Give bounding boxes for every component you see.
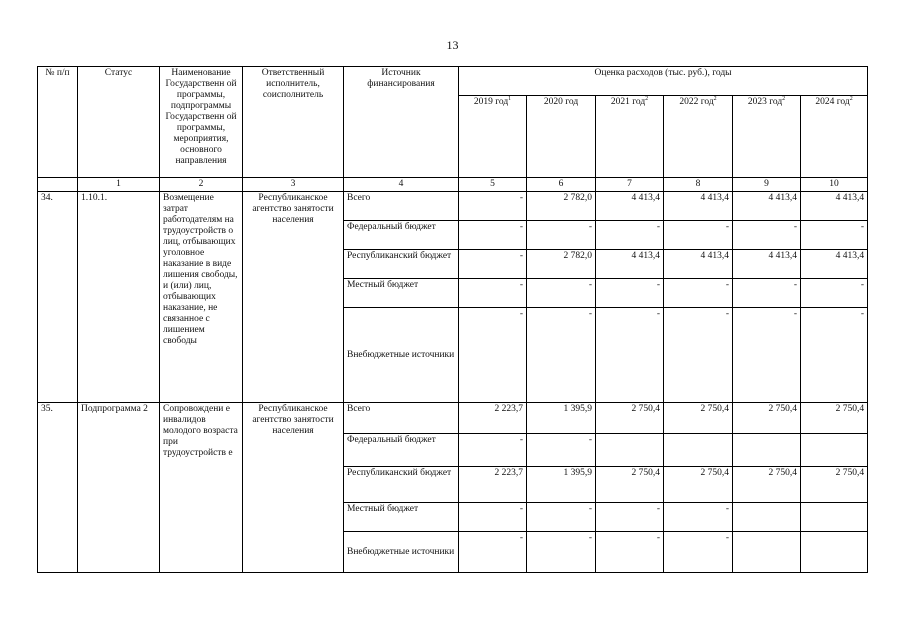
index-cell: 7 — [596, 178, 664, 192]
value-cell: - — [664, 532, 733, 573]
value-cell: 2 223,7 — [459, 403, 527, 434]
value-cell: - — [801, 221, 868, 250]
value-cell: - — [459, 532, 527, 573]
value-cell: 2 750,4 — [801, 467, 868, 503]
row-responsible: Республиканское агентство занятости населения — [243, 403, 344, 573]
header-name: Наименование Государственн ой программы, подпрограммы Государственн ой программы, мероприятия, основного направления — [160, 67, 243, 178]
value-cell: - — [527, 532, 596, 573]
value-cell: - — [459, 221, 527, 250]
page-number: 13 — [446, 38, 459, 52]
value-cell: - — [459, 279, 527, 308]
source-label: Республиканский бюджет — [344, 250, 459, 279]
value-cell: - — [664, 308, 733, 403]
value-cell: - — [733, 308, 801, 403]
value-cell: - — [459, 503, 527, 532]
row-number: 35. — [38, 403, 78, 573]
source-label: Федеральный бюджет — [344, 434, 459, 467]
value-cell: - — [527, 308, 596, 403]
value-cell: 4 413,4 — [801, 192, 868, 221]
index-cell: 1 — [78, 178, 160, 192]
value-cell: 2 782,0 — [527, 192, 596, 221]
row-status: 1.10.1. — [78, 192, 160, 403]
value-cell: - — [596, 308, 664, 403]
header-year-2022: 2022 год$^2$ — [664, 96, 733, 178]
value-cell: 4 413,4 — [733, 192, 801, 221]
value-cell: - — [733, 221, 801, 250]
header-year-2019: 2019 год$^1$ — [459, 96, 527, 178]
source-label: Всего — [344, 403, 459, 434]
value-cell: 2 750,4 — [596, 467, 664, 503]
value-cell: - — [596, 221, 664, 250]
value-cell: 4 413,4 — [664, 192, 733, 221]
value-cell: - — [801, 308, 868, 403]
table-row — [38, 403, 868, 434]
value-cell: - — [596, 503, 664, 532]
value-cell: - — [459, 250, 527, 279]
source-label: Федеральный бюджет — [344, 221, 459, 250]
row-number: 34. — [38, 192, 78, 403]
source-label: Республиканский бюджет — [344, 467, 459, 503]
source-label: Всего — [344, 192, 459, 221]
index-cell: 10 — [801, 178, 868, 192]
value-cell: - — [733, 279, 801, 308]
value-cell: 4 413,4 — [596, 250, 664, 279]
source-label: Местный бюджет — [344, 503, 459, 532]
value-cell: - — [664, 279, 733, 308]
table-row — [38, 192, 868, 221]
row-responsible: Республиканское агентство занятости населения — [243, 192, 344, 403]
value-cell: 2 750,4 — [733, 403, 801, 434]
index-cell: 5 — [459, 178, 527, 192]
value-cell: 4 413,4 — [596, 192, 664, 221]
header-responsible: Ответственный исполнитель, соисполнитель — [243, 67, 344, 178]
header-no: № п/п — [38, 67, 78, 178]
value-cell — [733, 503, 801, 532]
value-cell: - — [664, 503, 733, 532]
value-cell: 4 413,4 — [801, 250, 868, 279]
value-cell — [596, 434, 664, 467]
value-cell: - — [527, 279, 596, 308]
index-cell: 4 — [344, 178, 459, 192]
value-cell: 1 395,9 — [527, 467, 596, 503]
header-year-2024: 2024 год$^2$ — [801, 96, 868, 178]
value-cell: - — [596, 279, 664, 308]
row-name: Возмещение затрат работодателям на трудоустройств о лиц, отбывающих уголовное наказание в виде лишения свободы, и (или) лиц, отбывающих наказание, не связанное с лишением свободы — [160, 192, 243, 403]
value-cell: - — [527, 503, 596, 532]
index-cell: 8 — [664, 178, 733, 192]
header-source: Источник финансирования — [344, 67, 459, 178]
value-cell: 4 413,4 — [733, 250, 801, 279]
value-cell: 2 750,4 — [664, 403, 733, 434]
source-label: Местный бюджет — [344, 279, 459, 308]
header-year-2021: 2021 год$^2$ — [596, 96, 664, 178]
value-cell: - — [801, 279, 868, 308]
row-name: Сопровождени е инвалидов молодого возраста при трудоустройств е — [160, 403, 243, 573]
value-cell — [664, 434, 733, 467]
value-cell — [801, 434, 868, 467]
value-cell: 1 395,9 — [527, 403, 596, 434]
value-cell: 2 750,4 — [596, 403, 664, 434]
index-cell: 6 — [527, 178, 596, 192]
value-cell: 2 223,7 — [459, 467, 527, 503]
value-cell: 2 750,4 — [801, 403, 868, 434]
source-label: Внебюджетные источники — [344, 308, 459, 403]
value-cell: 2 750,4 — [733, 467, 801, 503]
value-cell — [801, 503, 868, 532]
value-cell: - — [459, 308, 527, 403]
value-cell: 2 750,4 — [664, 467, 733, 503]
index-cell: 3 — [243, 178, 344, 192]
index-cell: 2 — [160, 178, 243, 192]
value-cell: - — [527, 221, 596, 250]
header-status: Статус — [78, 67, 160, 178]
header-year-2023: 2023 год$^2$ — [733, 96, 801, 178]
value-cell: 4 413,4 — [664, 250, 733, 279]
index-cell — [38, 178, 78, 192]
value-cell — [801, 532, 868, 573]
column-index-row — [38, 178, 868, 192]
index-cell: 9 — [733, 178, 801, 192]
row-status: Подпрограмма 2 — [78, 403, 160, 573]
header-costs: Оценка расходов (тыс. руб.), годы — [459, 67, 868, 96]
value-cell — [733, 532, 801, 573]
value-cell: 2 782,0 — [527, 250, 596, 279]
value-cell: - — [459, 192, 527, 221]
value-cell: - — [596, 532, 664, 573]
value-cell: - — [459, 434, 527, 467]
header-year-2020: 2020 год — [527, 96, 596, 178]
value-cell — [733, 434, 801, 467]
budget-table — [37, 66, 868, 573]
value-cell: - — [527, 434, 596, 467]
source-label: Внебюджетные источники — [344, 532, 459, 573]
value-cell: - — [664, 221, 733, 250]
